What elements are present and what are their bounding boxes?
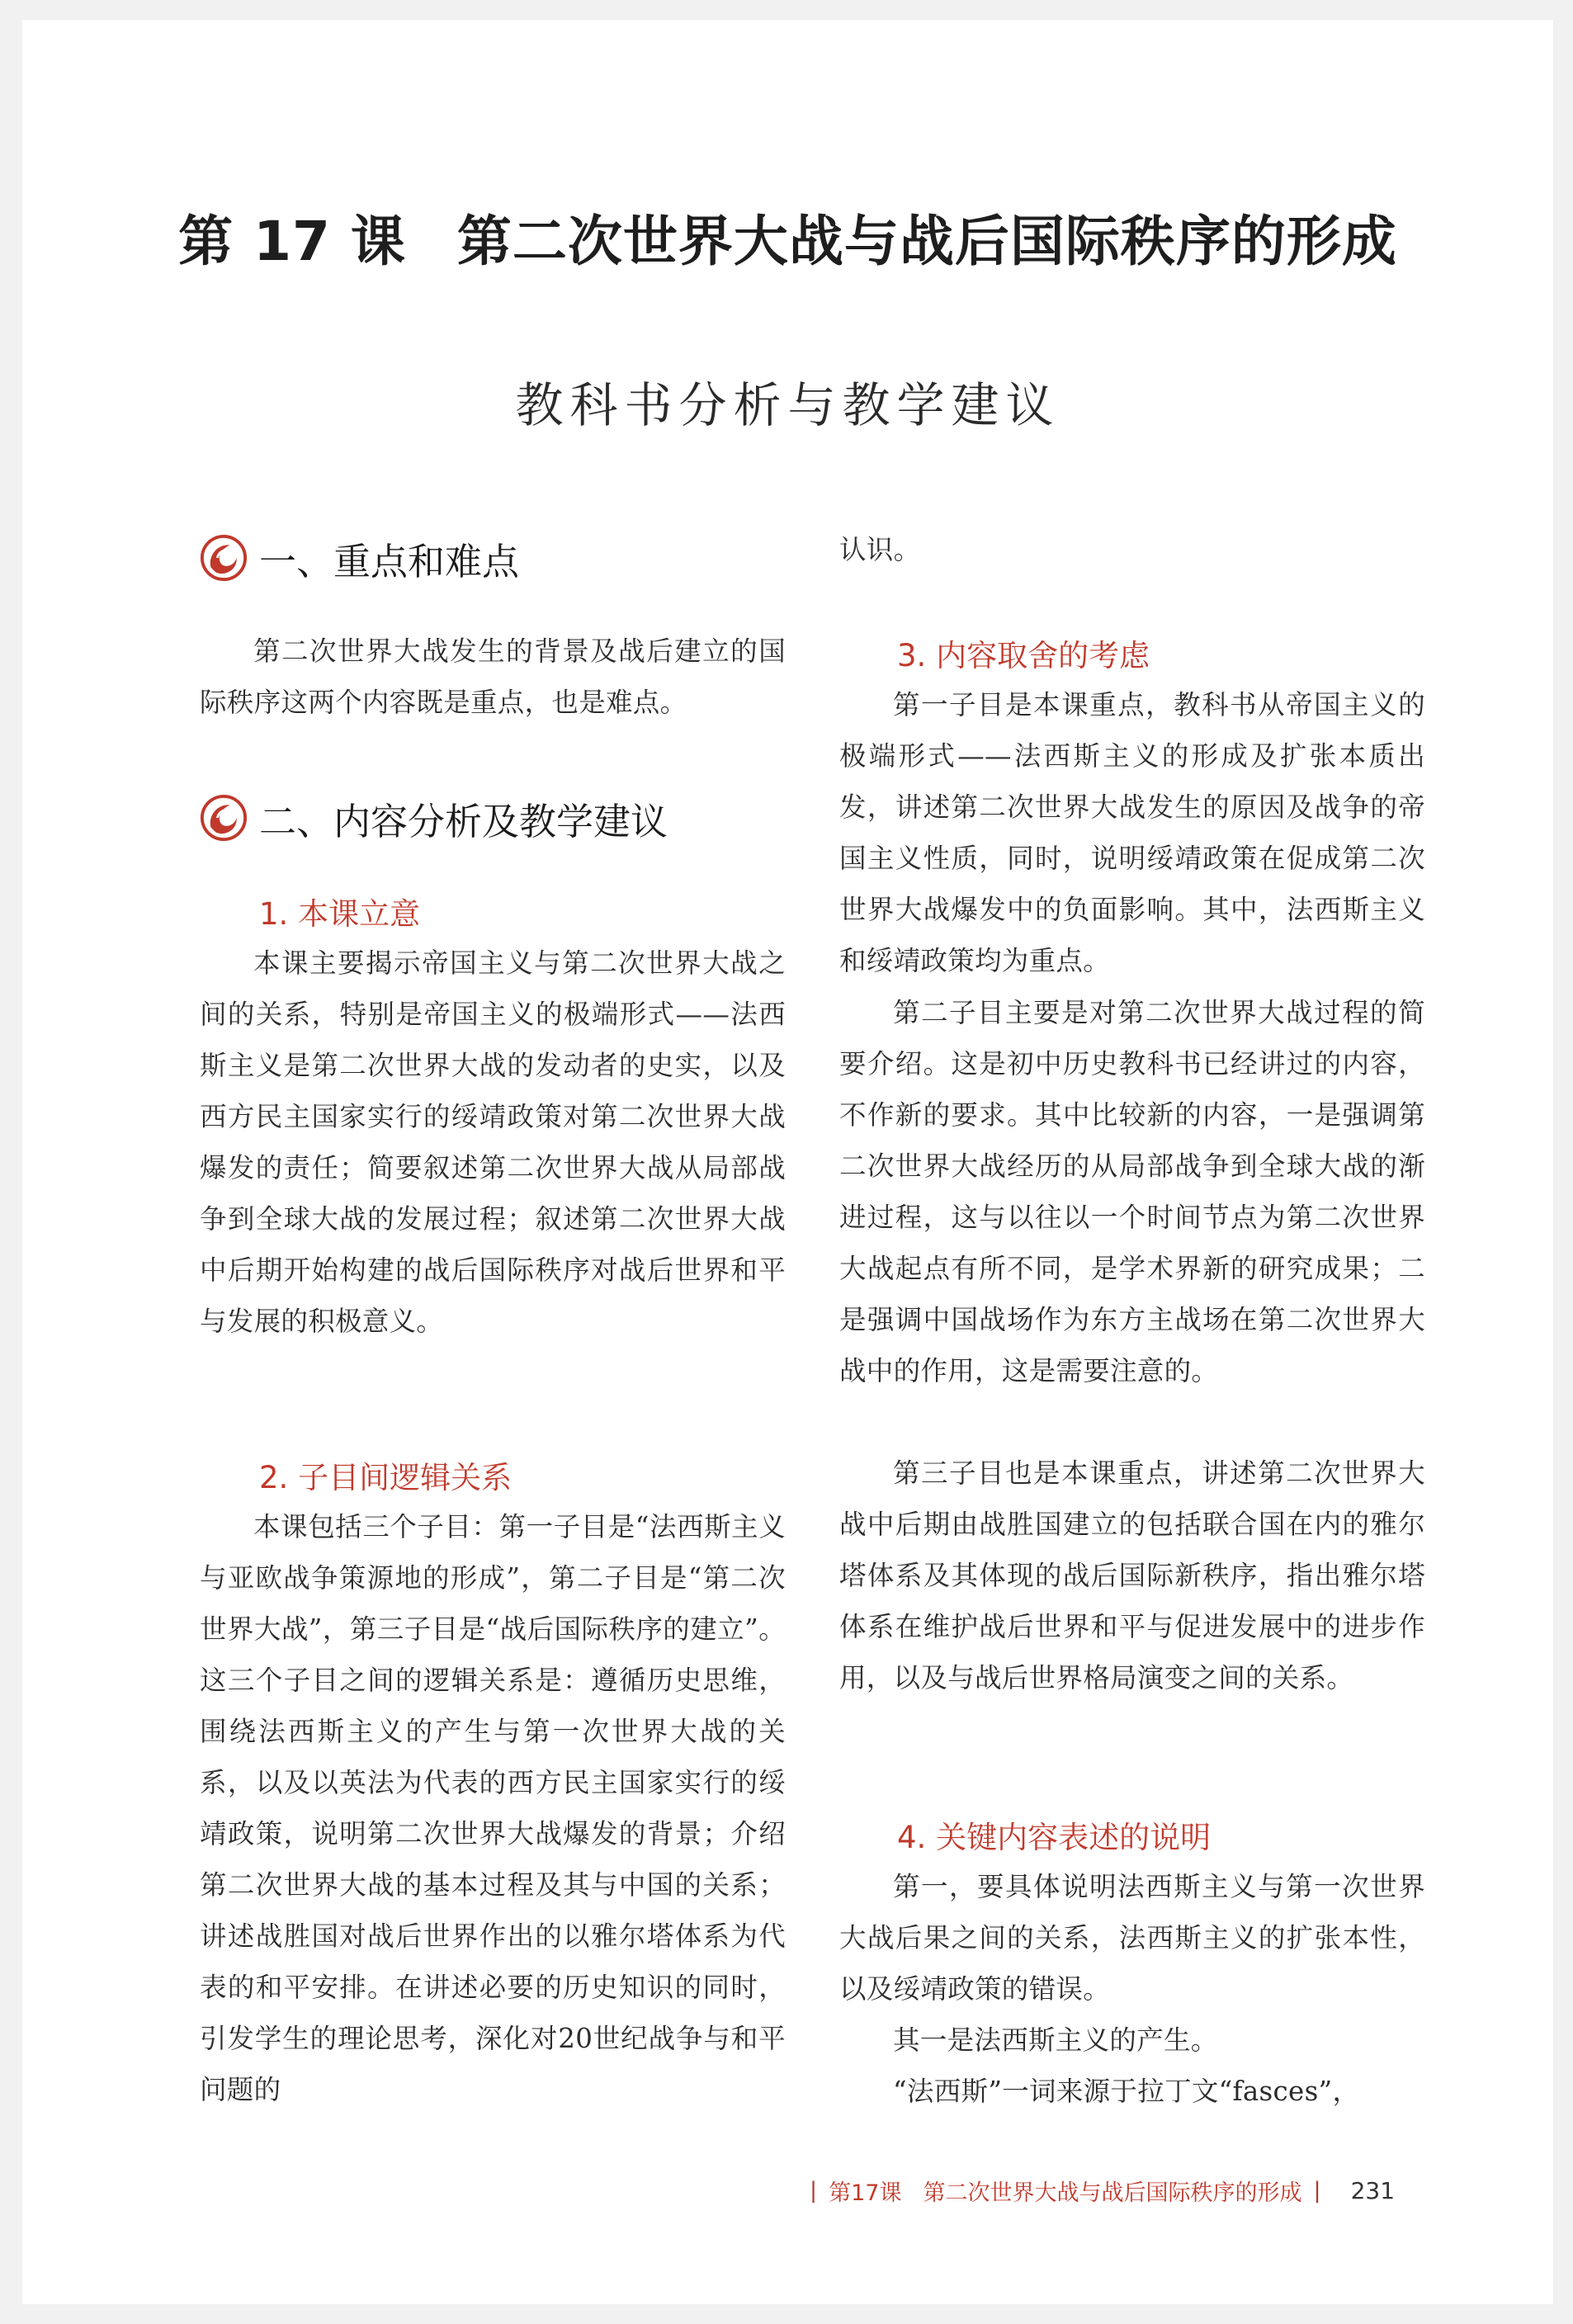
- subsection-heading: 2. 子目间逻辑关系: [259, 1460, 513, 1495]
- footer-title: 第二次世界大战与战后国际秩序的形成: [923, 2180, 1302, 2206]
- paragraph: “法西斯”一词来源于拉丁文“fasces”，: [893, 2076, 1360, 2107]
- paragraph: 第三子目也是本课重点，讲述第二次世界大战中后期由战胜国建立的包括联合国在内的雅尔塔体系及其体现的战后国际新秩序，指出雅尔塔体系在维护战后世界和平与促进发展中的进步作用，以及与战后世界格局演变之间的关系。: [839, 1457, 1425, 1693]
- page-footer: [798, 2175, 1395, 2207]
- section-heading-label: 二、内容分析及教学建议: [259, 799, 668, 843]
- section-heading-label: 一、重点和难点: [259, 539, 520, 583]
- section-heading-1: [200, 529, 519, 587]
- section-subtitle: 教科书分析与教学建议: [515, 377, 1060, 433]
- footer-divider: |: [1313, 2178, 1321, 2204]
- swirl-section-icon: [200, 534, 248, 582]
- paragraph: 第一，要具体说明法西斯主义与第一次世界大战后果之间的关系，法西斯主义的扩张本性，以及绥靖政策的错误。: [839, 1871, 1425, 2005]
- swirl-section-icon: [200, 794, 248, 842]
- paragraph: 本课包括三个子目：第一子目是“法西斯主义与亚欧战争策源地的形成”，第二子目是“第二次世界大战”，第三子目是“战后国际秩序的建立”。这三个子目之间的逻辑关系是：遵循历史思维，围绕法西斯主义的产生与第一次世界大战的关系，以及以英法为代表的西方民主国家实行的绥靖政策，说明第二次世界大战爆发的背景；介绍第二次世界大战的基本过程及其与中国的关系；讲述战胜国对战后世界作出的以雅尔塔体系为代表的和平安排。在讲述必要的历史知识的同时，引发学生的理论思考，深化对20世纪战争与和平问题的: [200, 1511, 786, 2105]
- paragraph: 其一是法西斯主义的产生。: [893, 2024, 1218, 2056]
- subsection-heading: 3. 内容取舍的考虑: [897, 638, 1150, 673]
- paragraph: 第一子目是本课重点，教科书从帝国主义的极端形式——法西斯主义的形成及扩张本质出发，讲述第二次世界大战发生的原因及战争的帝国主义性质，同时，说明绥靖政策在促成第二次世界大战爆发中的负面影响。其中，法西斯主义和绥靖政策均为重点。: [839, 689, 1425, 976]
- page: [22, 20, 1553, 2304]
- paragraph: 本课主要揭示帝国主义与第二次世界大战之间的关系，特别是帝国主义的极端形式——法西斯主义是第二次世界大战的发动者的史实，以及西方民主国家实行的绥靖政策对第二次世界大战爆发的责任；简要叙述第二次世界大战从局部战争到全球大战的发展过程；叙述第二次世界大战中后期开始构建的战后国际秩序对战后世界和平与发展的积极意义。: [200, 947, 786, 1337]
- paragraph: 第二子目主要是对第二次世界大战过程的简要介绍。这是初中历史教科书已经讲过的内容，不作新的要求。其中比较新的内容，一是强调第二次世界大战经历的从局部战争到全球大战的渐进过程，这与以往以一个时间节点为第二次世界大战起点有所不同，是学术界新的研究成果；二是强调中国战场作为东方主战场在第二次世界大战中的作用，这是需要注意的。: [839, 997, 1425, 1386]
- footer-lesson-ref: 第17课: [829, 2180, 902, 2206]
- subsection-heading: 4. 关键内容表述的说明: [897, 1820, 1212, 1855]
- paragraph: 第二次世界大战发生的背景及战后建立的国际秩序这两个内容既是重点，也是难点。: [200, 635, 786, 718]
- lesson-title-text: 第二次世界大战与战后国际秩序的形成: [456, 210, 1397, 273]
- page-number: 231: [1350, 2177, 1396, 2204]
- footer-divider: |: [810, 2178, 818, 2204]
- section-heading-2: [200, 789, 668, 847]
- subsection-heading: 1. 本课立意: [259, 896, 421, 932]
- lesson-title: [22, 197, 1553, 276]
- lesson-number: 第 17 课: [178, 210, 406, 273]
- paragraph-continued: 认识。: [839, 534, 921, 565]
